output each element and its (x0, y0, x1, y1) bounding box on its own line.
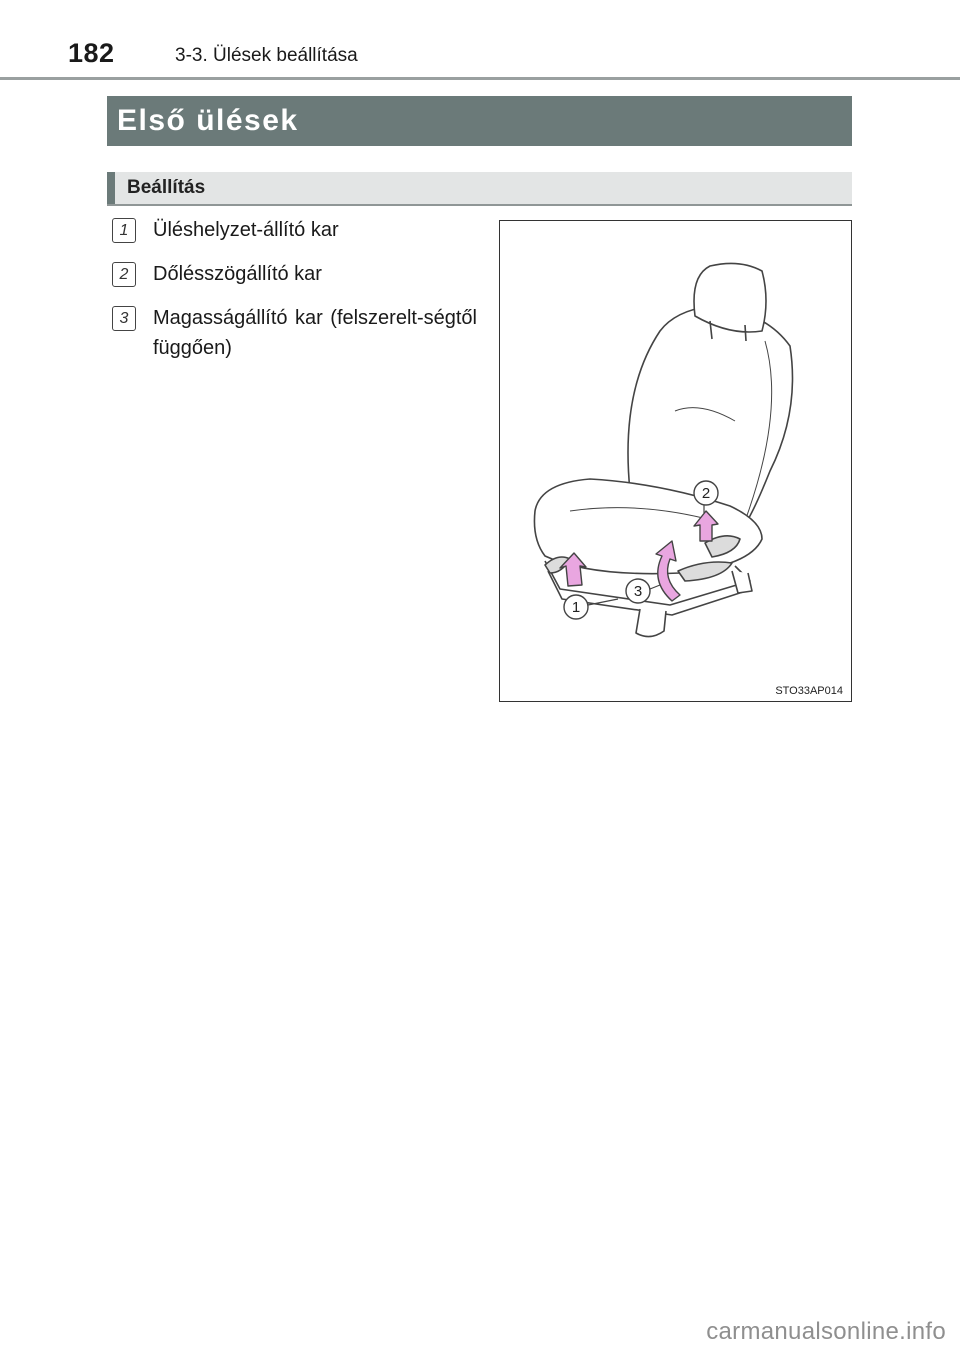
subtitle-bar (107, 172, 852, 206)
subtitle-label: Beállítás (127, 177, 206, 198)
item-number-badge: 3 (112, 306, 136, 331)
list-item (112, 259, 477, 289)
seat-headrest (694, 263, 766, 332)
item-number-badge: 1 (112, 218, 136, 243)
seat-illustration (500, 221, 850, 699)
seat-foot (636, 609, 666, 637)
callout-leader (650, 585, 660, 589)
page-number: 182 (68, 38, 115, 68)
seat-rear-foot (732, 571, 752, 593)
section-reference: 3-3. Ülések beállítása (175, 45, 358, 66)
callout-label: 1 (571, 599, 581, 616)
subtitle-accent (107, 172, 115, 204)
item-text: Magasságállító kar (felszerelt-ségtől függően) (153, 307, 477, 359)
watermark: carmanualsonline.info (706, 1318, 946, 1345)
item-text: Dőlésszögállító kar (153, 263, 322, 285)
list-item (112, 303, 477, 363)
page-title: Első ülések (107, 96, 852, 146)
figure-code: STO33AP014 (775, 685, 843, 697)
callout-label: 3 (633, 583, 643, 600)
callout-label: 2 (701, 485, 711, 502)
headrest-post (745, 325, 746, 341)
item-list (112, 215, 477, 377)
seat-figure (499, 220, 852, 702)
list-item (112, 215, 477, 245)
item-text: Üléshelyzet-állító kar (153, 219, 339, 241)
header-rule (0, 77, 960, 80)
item-number-badge: 2 (112, 262, 136, 287)
callout-leader (588, 599, 618, 605)
